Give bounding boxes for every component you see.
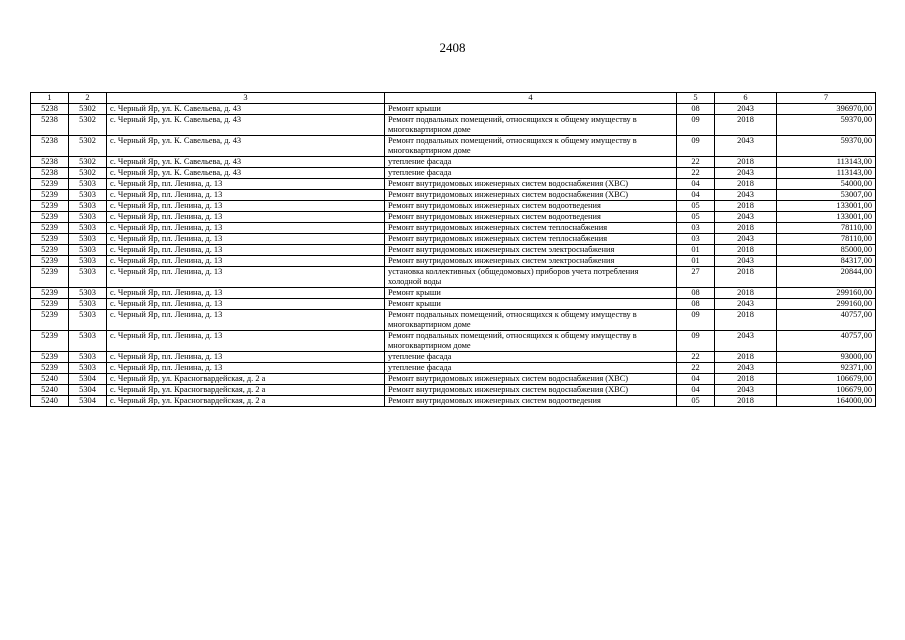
table-row xyxy=(31,267,876,288)
table-row xyxy=(31,179,876,190)
cell-year: 2043 xyxy=(715,212,777,223)
cell-work-type: Ремонт крыши xyxy=(385,299,677,310)
cell-work-type: утепление фасада xyxy=(385,363,677,374)
table-row xyxy=(31,168,876,179)
cell-work-type: утепление фасада xyxy=(385,168,677,179)
cell-work-type: Ремонт внутридомовых инженерных систем теплоснабжения xyxy=(385,234,677,245)
cell-cost: 53007,00 xyxy=(777,190,876,201)
cell-address: с. Черный Яр, ул. Красногвардейская, д. 2 а xyxy=(107,374,385,385)
cell-address: с. Черный Яр, пл. Ленина, д. 13 xyxy=(107,245,385,256)
cell-record-number: 5239 xyxy=(31,299,69,310)
cell-cost: 40757,00 xyxy=(777,331,876,352)
table-row xyxy=(31,115,876,136)
cell-cost: 92371,00 xyxy=(777,363,876,374)
cell-work-type: утепление фасада xyxy=(385,157,677,168)
cell-work-type: Ремонт внутридомовых инженерных систем водоснабжения (ХВС) xyxy=(385,385,677,396)
cell-year: 2018 xyxy=(715,201,777,212)
cell-address: с. Черный Яр, пл. Ленина, д. 13 xyxy=(107,179,385,190)
cell-work-type: Ремонт подвальных помещений, относящихся к общему имуществу в многоквартирном доме xyxy=(385,136,677,157)
cell-address: с. Черный Яр, пл. Ленина, д. 13 xyxy=(107,331,385,352)
cell-work-type: Ремонт внутридомовых инженерных систем электроснабжения xyxy=(385,245,677,256)
cell-work-type: Ремонт подвальных помещений, относящихся к общему имуществу в многоквартирном доме xyxy=(385,331,677,352)
cell-record-number: 5238 xyxy=(31,115,69,136)
cell-work-type: Ремонт внутридомовых инженерных систем водоотведения xyxy=(385,396,677,407)
cell-house-id: 5303 xyxy=(69,310,107,331)
cell-year: 2018 xyxy=(715,288,777,299)
cell-cost: 106679,00 xyxy=(777,385,876,396)
cell-work-code: 05 xyxy=(677,212,715,223)
cell-year: 2018 xyxy=(715,157,777,168)
cell-cost: 78110,00 xyxy=(777,223,876,234)
cell-address: с. Черный Яр, ул. К. Савельева, д. 43 xyxy=(107,104,385,115)
table-row xyxy=(31,385,876,396)
cell-house-id: 5304 xyxy=(69,385,107,396)
cell-address: с. Черный Яр, пл. Ленина, д. 13 xyxy=(107,190,385,201)
cell-year: 2018 xyxy=(715,396,777,407)
cell-cost: 113143,00 xyxy=(777,168,876,179)
cell-house-id: 5303 xyxy=(69,299,107,310)
cell-record-number: 5239 xyxy=(31,201,69,212)
cell-cost: 133001,00 xyxy=(777,201,876,212)
cell-house-id: 5303 xyxy=(69,234,107,245)
cell-house-id: 5303 xyxy=(69,201,107,212)
cell-work-code: 08 xyxy=(677,299,715,310)
table-row xyxy=(31,288,876,299)
cell-record-number: 5238 xyxy=(31,157,69,168)
cell-cost: 113143,00 xyxy=(777,157,876,168)
cell-record-number: 5239 xyxy=(31,256,69,267)
cell-house-id: 5303 xyxy=(69,288,107,299)
cell-cost: 40757,00 xyxy=(777,310,876,331)
table-row xyxy=(31,256,876,267)
cell-house-id: 5303 xyxy=(69,352,107,363)
cell-work-code: 22 xyxy=(677,352,715,363)
cell-year: 2018 xyxy=(715,245,777,256)
cell-record-number: 5239 xyxy=(31,190,69,201)
cell-address: с. Черный Яр, пл. Ленина, д. 13 xyxy=(107,256,385,267)
cell-address: с. Черный Яр, пл. Ленина, д. 13 xyxy=(107,267,385,288)
cell-year: 2043 xyxy=(715,136,777,157)
cell-work-type: Ремонт внутридомовых инженерных систем водоснабжения (ХВС) xyxy=(385,374,677,385)
cell-address: с. Черный Яр, пл. Ленина, д. 13 xyxy=(107,299,385,310)
cell-work-code: 22 xyxy=(677,157,715,168)
cell-address: с. Черный Яр, пл. Ленина, д. 13 xyxy=(107,201,385,212)
cell-cost: 164000,00 xyxy=(777,396,876,407)
cell-work-code: 05 xyxy=(677,201,715,212)
cell-year: 2043 xyxy=(715,104,777,115)
cell-work-type: Ремонт внутридомовых инженерных систем электроснабжения xyxy=(385,256,677,267)
cell-cost: 59370,00 xyxy=(777,115,876,136)
cell-house-id: 5303 xyxy=(69,179,107,190)
cell-record-number: 5239 xyxy=(31,223,69,234)
cell-work-code: 04 xyxy=(677,179,715,190)
cell-cost: 85000,00 xyxy=(777,245,876,256)
cell-work-type: Ремонт крыши xyxy=(385,288,677,299)
cell-record-number: 5239 xyxy=(31,212,69,223)
table-row xyxy=(31,223,876,234)
cell-work-code: 01 xyxy=(677,245,715,256)
cell-work-code: 09 xyxy=(677,115,715,136)
cell-year: 2043 xyxy=(715,363,777,374)
cell-cost: 84317,00 xyxy=(777,256,876,267)
cell-record-number: 5238 xyxy=(31,136,69,157)
cell-address: с. Черный Яр, пл. Ленина, д. 13 xyxy=(107,288,385,299)
cell-work-type: Ремонт крыши xyxy=(385,104,677,115)
header-col-1: 1 xyxy=(31,93,69,104)
cell-cost: 299160,00 xyxy=(777,288,876,299)
cell-year: 2018 xyxy=(715,115,777,136)
cell-address: с. Черный Яр, ул. Красногвардейская, д. 2 а xyxy=(107,396,385,407)
cell-work-code: 03 xyxy=(677,234,715,245)
table-row xyxy=(31,299,876,310)
table-row xyxy=(31,136,876,157)
cell-work-code: 09 xyxy=(677,310,715,331)
cell-year: 2043 xyxy=(715,331,777,352)
header-col-6: 6 xyxy=(715,93,777,104)
cell-record-number: 5238 xyxy=(31,104,69,115)
table-row xyxy=(31,212,876,223)
cell-house-id: 5303 xyxy=(69,256,107,267)
cell-year: 2018 xyxy=(715,179,777,190)
cell-record-number: 5239 xyxy=(31,310,69,331)
table-row xyxy=(31,234,876,245)
cell-work-code: 05 xyxy=(677,396,715,407)
cell-house-id: 5304 xyxy=(69,374,107,385)
cell-record-number: 5238 xyxy=(31,168,69,179)
cell-house-id: 5303 xyxy=(69,190,107,201)
header-col-7: 7 xyxy=(777,93,876,104)
cell-work-code: 03 xyxy=(677,223,715,234)
cell-address: с. Черный Яр, ул. К. Савельева, д. 43 xyxy=(107,157,385,168)
cell-record-number: 5239 xyxy=(31,363,69,374)
table-row xyxy=(31,396,876,407)
cell-work-code: 04 xyxy=(677,190,715,201)
cell-work-code: 04 xyxy=(677,374,715,385)
header-col-5: 5 xyxy=(677,93,715,104)
table-row xyxy=(31,245,876,256)
cell-address: с. Черный Яр, пл. Ленина, д. 13 xyxy=(107,310,385,331)
cell-house-id: 5303 xyxy=(69,223,107,234)
cell-work-type: установка коллективных (общедомовых) приборов учета потребления холодной воды xyxy=(385,267,677,288)
cell-house-id: 5303 xyxy=(69,267,107,288)
cell-house-id: 5302 xyxy=(69,157,107,168)
cell-address: с. Черный Яр, ул. К. Савельева, д. 43 xyxy=(107,168,385,179)
cell-cost: 93000,00 xyxy=(777,352,876,363)
cell-cost: 106679,00 xyxy=(777,374,876,385)
cell-work-type: Ремонт внутридомовых инженерных систем водоотведения xyxy=(385,201,677,212)
header-row xyxy=(31,93,876,104)
cell-work-code: 08 xyxy=(677,104,715,115)
table-row xyxy=(31,331,876,352)
cell-year: 2018 xyxy=(715,223,777,234)
cell-record-number: 5239 xyxy=(31,267,69,288)
cell-work-type: Ремонт внутридомовых инженерных систем водоснабжения (ХВС) xyxy=(385,179,677,190)
cell-work-type: Ремонт внутридомовых инженерных систем водоснабжения (ХВС) xyxy=(385,190,677,201)
cell-work-type: Ремонт подвальных помещений, относящихся к общему имуществу в многоквартирном доме xyxy=(385,115,677,136)
cell-cost: 133001,00 xyxy=(777,212,876,223)
table-row xyxy=(31,363,876,374)
cell-work-code: 09 xyxy=(677,136,715,157)
header-col-2: 2 xyxy=(69,93,107,104)
table-row xyxy=(31,104,876,115)
cell-cost: 20844,00 xyxy=(777,267,876,288)
cell-house-id: 5302 xyxy=(69,115,107,136)
cell-record-number: 5240 xyxy=(31,385,69,396)
cell-cost: 78110,00 xyxy=(777,234,876,245)
cell-record-number: 5239 xyxy=(31,288,69,299)
header-col-3: 3 xyxy=(107,93,385,104)
cell-record-number: 5239 xyxy=(31,331,69,352)
cell-address: с. Черный Яр, пл. Ленина, д. 13 xyxy=(107,223,385,234)
cell-cost: 59370,00 xyxy=(777,136,876,157)
cell-house-id: 5303 xyxy=(69,245,107,256)
cell-year: 2043 xyxy=(715,299,777,310)
cell-work-code: 27 xyxy=(677,267,715,288)
cell-year: 2043 xyxy=(715,190,777,201)
cell-record-number: 5239 xyxy=(31,179,69,190)
cell-work-code: 22 xyxy=(677,363,715,374)
table-row xyxy=(31,190,876,201)
cell-year: 2043 xyxy=(715,234,777,245)
cell-address: с. Черный Яр, ул. К. Савельева, д. 43 xyxy=(107,136,385,157)
cell-cost: 396970,00 xyxy=(777,104,876,115)
cell-record-number: 5239 xyxy=(31,234,69,245)
cell-address: с. Черный Яр, пл. Ленина, д. 13 xyxy=(107,352,385,363)
cell-work-code: 22 xyxy=(677,168,715,179)
cell-work-code: 04 xyxy=(677,385,715,396)
cell-record-number: 5240 xyxy=(31,374,69,385)
cell-address: с. Черный Яр, пл. Ленина, д. 13 xyxy=(107,234,385,245)
table-row xyxy=(31,352,876,363)
cell-record-number: 5240 xyxy=(31,396,69,407)
cell-year: 2043 xyxy=(715,256,777,267)
cell-record-number: 5239 xyxy=(31,352,69,363)
cell-house-id: 5302 xyxy=(69,104,107,115)
cell-address: с. Черный Яр, пл. Ленина, д. 13 xyxy=(107,212,385,223)
cell-work-type: утепление фасада xyxy=(385,352,677,363)
cell-house-id: 5302 xyxy=(69,136,107,157)
cell-house-id: 5302 xyxy=(69,168,107,179)
cell-work-code: 01 xyxy=(677,256,715,267)
cell-year: 2018 xyxy=(715,267,777,288)
cell-cost: 299160,00 xyxy=(777,299,876,310)
cell-work-type: Ремонт внутридомовых инженерных систем водоотведения xyxy=(385,212,677,223)
cell-house-id: 5303 xyxy=(69,212,107,223)
table-row xyxy=(31,310,876,331)
cell-year: 2018 xyxy=(715,310,777,331)
table-row xyxy=(31,374,876,385)
cell-work-type: Ремонт подвальных помещений, относящихся к общему имуществу в многоквартирном доме xyxy=(385,310,677,331)
table-row xyxy=(31,201,876,212)
cell-year: 2043 xyxy=(715,168,777,179)
cell-year: 2018 xyxy=(715,352,777,363)
cell-address: с. Черный Яр, ул. Красногвардейская, д. 2 а xyxy=(107,385,385,396)
cell-record-number: 5239 xyxy=(31,245,69,256)
cell-address: с. Черный Яр, ул. К. Савельева, д. 43 xyxy=(107,115,385,136)
cell-year: 2043 xyxy=(715,385,777,396)
register-table xyxy=(30,92,876,407)
page-number: 2408 xyxy=(439,40,466,55)
cell-year: 2018 xyxy=(715,374,777,385)
cell-house-id: 5303 xyxy=(69,363,107,374)
cell-house-id: 5304 xyxy=(69,396,107,407)
table-row xyxy=(31,157,876,168)
cell-house-id: 5303 xyxy=(69,331,107,352)
cell-work-code: 08 xyxy=(677,288,715,299)
cell-work-code: 09 xyxy=(677,331,715,352)
cell-work-type: Ремонт внутридомовых инженерных систем теплоснабжения xyxy=(385,223,677,234)
cell-address: с. Черный Яр, пл. Ленина, д. 13 xyxy=(107,363,385,374)
cell-cost: 54000,00 xyxy=(777,179,876,190)
header-col-4: 4 xyxy=(385,93,677,104)
